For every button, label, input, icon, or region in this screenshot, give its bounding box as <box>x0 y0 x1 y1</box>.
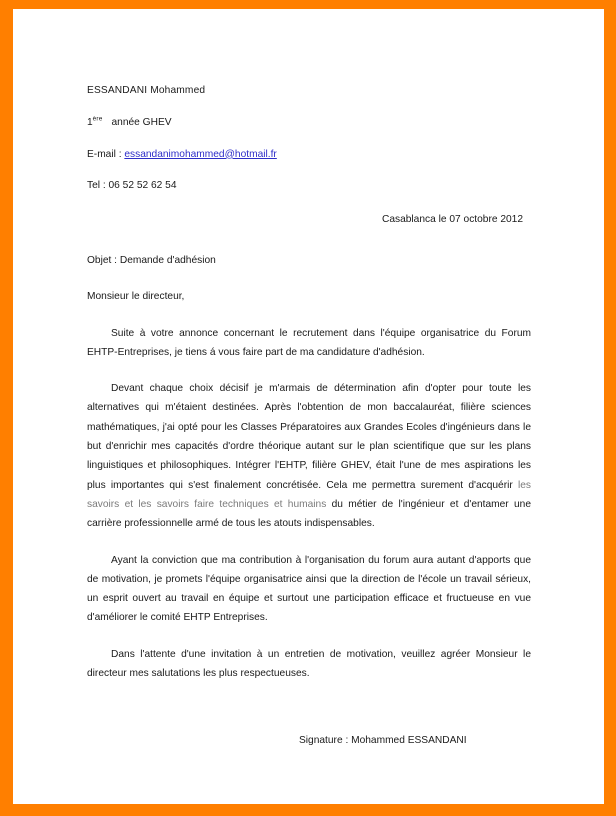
sender-name: ESSANDANI Mohammed <box>87 85 206 96</box>
signature-line: Signature : Mohammed ESSANDANI <box>299 735 467 747</box>
letter-content <box>87 81 531 751</box>
email-label: E-mail : <box>87 148 125 160</box>
paragraph-4: Dans l'attente d'une invitation à un entretien de motivation, veuillez agréer Monsieur le directeur mes salutations les plus respectueuses. <box>87 648 531 680</box>
subject-line: Objet : Demande d'adhésion <box>87 254 216 266</box>
sender-phone: Tel : 06 52 52 62 54 <box>87 180 177 192</box>
paragraph-2-faded-run: les savoirs et les savoirs faire techniques et humains <box>87 479 531 510</box>
paragraph-2 <box>87 379 531 533</box>
paragraph-1: Suite à votre annonce concernant le recrutement dans l'équipe organisatrice du Forum EHTP-Entreprises, je tiens á vous faire part de ma candidature d'adhésion. <box>87 327 531 358</box>
paragraph-3: Ayant la conviction que ma contribution à l'organisation du forum aura autant d'apports que de motivation, je promets l'équipe organisatrice ainsi que la direction de l'école un travail sérieux, un esprit ouvert au travail en équipe et surtout une participation efficace et fructueuse en vue d'améliorer le comité EHTP Entreprises. <box>87 554 531 624</box>
paragraph-2-part-a: Devant chaque choix décisif je m'armais de détermination afin d'opter pour toute les alternatives qui m'étaient destinées. Après l'obtention de mon baccalauréat, filière sciences mathématiques, j'ai opté pour les Classes Préparatoires aux Grandes Ecoles d'ingénieurs dans le but d'enrichir mes capacités d'ordre théorique autant sur le plan scientifique que sur les plans linguistiques et philosophiques. Intégrer l'EHTP, filière GHEV, était l'une de mes aspirations les plus importantes qui s'est finalement concrétisée. Cela me permettra surement d'acquérir <box>87 383 531 491</box>
year-ordinal-suffix: ère <box>92 115 103 123</box>
year-number: 1 <box>87 116 93 128</box>
sender-block <box>87 81 531 196</box>
date-location-line: Casablanca le 07 octobre 2012 <box>381 213 523 225</box>
year-program: année GHEV <box>111 116 172 128</box>
sender-study-year <box>87 113 531 132</box>
letter-page <box>13 9 604 804</box>
email-link[interactable]: essandanimohammed@hotmail.fr <box>124 148 277 160</box>
paragraph-2-part-b: du métier de l'ingénieur et d'entamer une carrière professionnelle armé de tous les atouts indispensables. <box>87 498 531 530</box>
salutation: Monsieur le directeur, <box>87 291 185 303</box>
sender-email-line <box>87 145 531 164</box>
